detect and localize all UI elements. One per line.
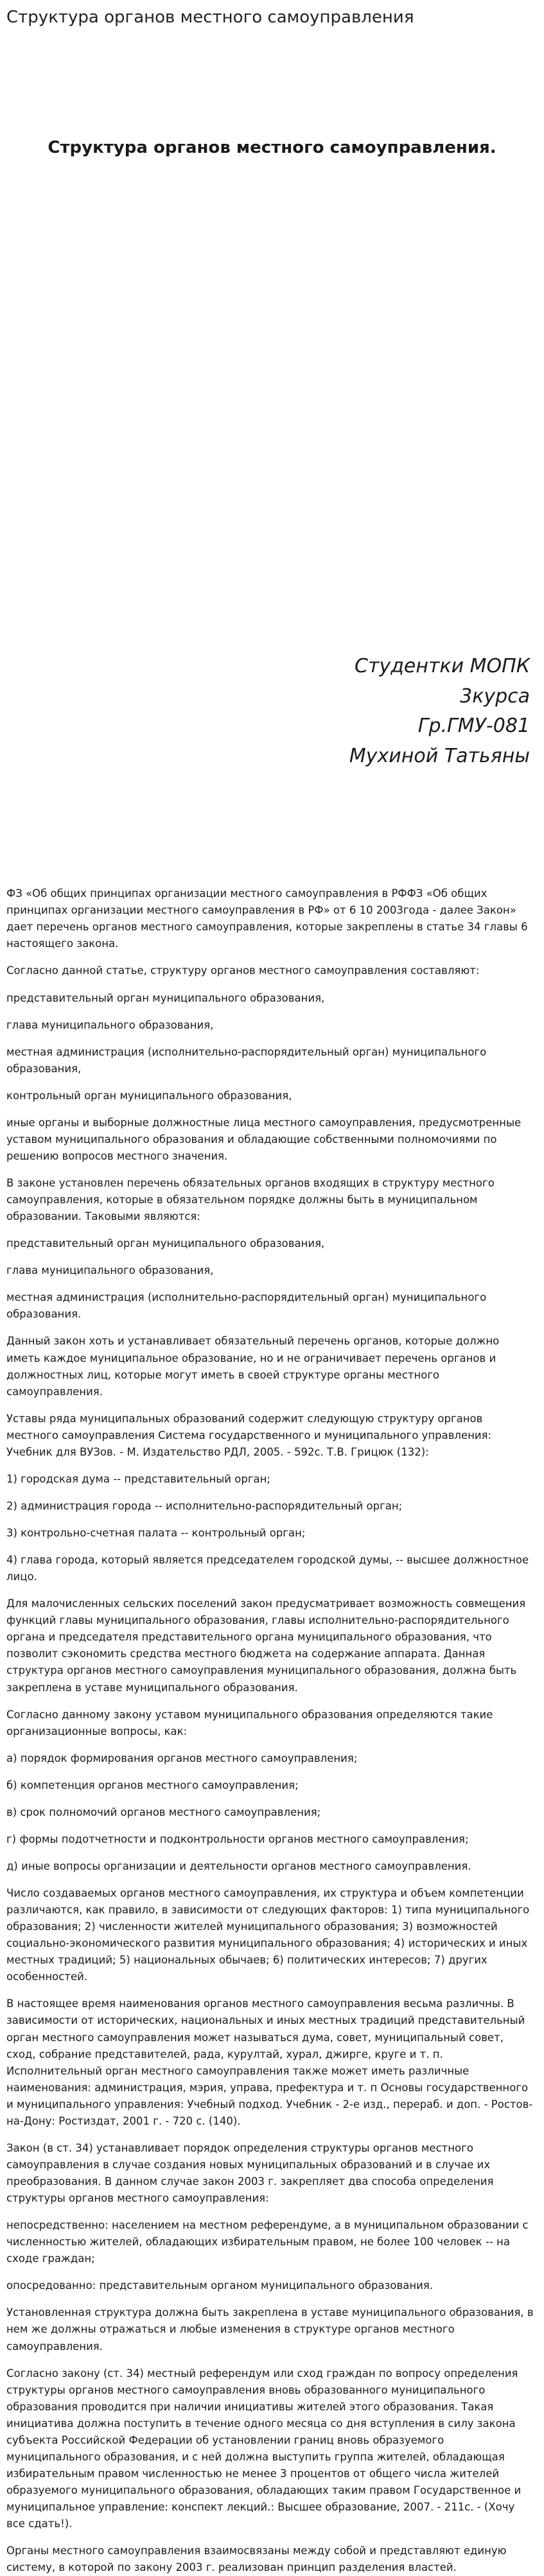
- paragraph: б) компетенция органов местного самоуправления;: [6, 1779, 299, 1791]
- paragraph: В настоящее время наименования органов местного самоуправления весьма различны. В зависимости от исторических, национальных и иных местных традиций представительный орган местного самоуправления может называться дума, совет, муниципальный совет, сход, собрание представителей, рада, курултай, хурал, джирге, круге и т. п. Исполнительный орган местного самоуправления также может иметь различные наименования: администрация, мэрия, управа, префектура и т. п Основы государственного и муниципального управления: Учебный подход. Учебник - 2-е изд., перераб. и доп. - Ростов-на-Дону: Ростиздат, 2001 г. - 720 с. (140).: [6, 1997, 533, 2127]
- paragraph: Согласно данному закону уставом муниципального образования определяются такие организационные вопросы, как:: [6, 1708, 493, 1737]
- paragraph: ФЗ «Об общих принципах организации местного самоуправления в РФФЗ «Об общих принципах организации местного самоуправления в РФ» от 6 10 2003года - далее Закон» дает перечень органов местного самоуправления, которые закреплены в статье 34 главы 6 настоящего закона.: [6, 887, 528, 950]
- paragraph: глава муниципального образования,: [6, 1264, 214, 1277]
- paragraph: г) формы подотчетности и подконтрольности органов местного самоуправления;: [6, 1832, 469, 1845]
- paragraph: глава муниципального образования,: [6, 1018, 214, 1031]
- author-line: Студентки МОПК: [355, 655, 530, 678]
- page-header: Структура органов местного самоуправления: [6, 8, 414, 27]
- paragraph: Органы местного самоуправления взаимосвязаны между собой и представляют единую систему, в которой по закону 2003 г. реализован принцип разделения властей.: [6, 2545, 507, 2574]
- paragraph: опосредованно: представительным органом муниципального образования.: [6, 2279, 433, 2292]
- paragraph: 4) глава города, который является председателем городской думы, -- высшее должностное лицо.: [6, 1554, 529, 1583]
- paragraph: 1) городская дума -- представительный орган;: [6, 1472, 270, 1485]
- paragraph: а) порядок формирования органов местного самоуправления;: [6, 1752, 358, 1764]
- author-line: Гр.ГМУ-081: [417, 715, 530, 738]
- paragraph: непосредственно: населением на местном референдуме, а в муниципальном образовании с численностью жителей, обладающих избирательным правом, не более 100 человек -- на сходе граждан;: [6, 2219, 529, 2265]
- paragraph: в) срок полномочий органов местного самоуправления;: [6, 1806, 321, 1818]
- author-line: Мухиной Татьяны: [349, 744, 530, 767]
- paragraph: Данный закон хоть и устанавливает обязательный перечень органов, которые должно иметь каждое муниципальное образование, но и не ограничивает перечень органов и должностных лиц, которые могут иметь в своей структуре органы местного самоуправления.: [6, 1335, 500, 1398]
- document-body: [0, 885, 544, 2576]
- document-title: Структура органов местного самоуправления.: [48, 138, 496, 158]
- paragraph: Согласно данной статье, структуру органов местного самоуправления составляют:: [6, 964, 480, 977]
- author-line: 3курса: [460, 684, 530, 708]
- paragraph: контрольный орган муниципального образования,: [6, 1089, 292, 1102]
- paragraph: Для малочисленных сельских поселений закон предусматривает возможность совмещения функций главы муниципального образования, главы исполнительно-распорядительного органа и председателя представительного органа муниципального образования, что позволит сэкономить средства местного бюджета на содержание аппарата. Данная структура органов местного самоуправления муниципального образования, должна быть закреплена в уставе муниципального образования.: [6, 1597, 526, 1694]
- paragraph: 2) администрация города -- исполнительно-распорядительный орган;: [6, 1499, 403, 1512]
- paragraph: д) иные вопросы организации и деятельности органов местного самоуправления.: [6, 1859, 471, 1872]
- paragraph: местная администрация (исполнительно-распорядительный орган) муниципального образования,: [6, 1045, 487, 1075]
- author-block: [0, 652, 544, 771]
- paragraph: местная администрация (исполнительно-распорядительный орган) муниципального образования.: [6, 1291, 487, 1321]
- paragraph: иные органы и выборные должностные лица местного самоуправления, предусмотренные уставом муниципального образования и обладающие собственными полномочиями по решению вопросов местного значения.: [6, 1116, 522, 1162]
- paragraph: Число создаваемых органов местного самоуправления, их структура и объем компетенции различаются, как правило, в зависимости от следующих факторов: 1) типа муниципального образования; 2) численности жителей муниципального образования; 3) возможностей социально-экономического развития муниципального образования; 4) исторических и иных местных традиций; 5) национальных обычаев; 6) политических интересов; 7) других особенностей.: [6, 1887, 530, 1983]
- paragraph: Уставы ряда муниципальных образований содержит следующую структуру органов местного самоуправления Система государственного и муниципального управления: Учебник для ВУЗов. - М. Издательство РДЛ, 2005. - 592с. Т.В. Грицюк (132):: [6, 1412, 492, 1458]
- paragraph: представительный орган муниципального образования,: [6, 1237, 325, 1250]
- paragraph: Согласно закону (ст. 34) местный референдум или сход граждан по вопросу определения структуры органов местного самоуправления вновь образованного муниципального образования проводится при наличии инициативы жителей этого образования. Такая инициатива должна поступить в течение одного месяца со дня вступления в силу закона субъекта Российской Федерации об установлении границ вновь образуемого муниципального образования, и с ней должна выступить группа жителей, обладающая избирательным правом численностью не менее 3 процентов от общего числа жителей образуемого муниципального образования, обладающих таким правом Государственное и муниципальное управление: конспект лекций.: Высшее образование, 2007. - 211с. - (Хочу все сдать!).: [6, 2367, 522, 2530]
- paragraph: В законе установлен перечень обязательных органов входящих в структуру местного самоуправления, которые в обязательном порядке должны быть в муниципальном образовании. Таковыми являются:: [6, 1177, 495, 1223]
- paragraph: 3) контрольно-счетная палата -- контрольный орган;: [6, 1527, 306, 1539]
- paragraph: представительный орган муниципального образования,: [6, 991, 325, 1004]
- paragraph: Установленная структура должна быть закреплена в уставе муниципального образования, в нем же должны отражаться и любые изменения в структуре органов местного самоуправления.: [6, 2306, 534, 2353]
- paragraph: Закон (в ст. 34) устанавливает порядок определения структуры органов местного самоуправления в случае создания новых муниципальных образований и в случае их преобразования. В данном случае закон 2003 г. закрепляет два способа определения структуры органов местного самоуправления:: [6, 2141, 494, 2205]
